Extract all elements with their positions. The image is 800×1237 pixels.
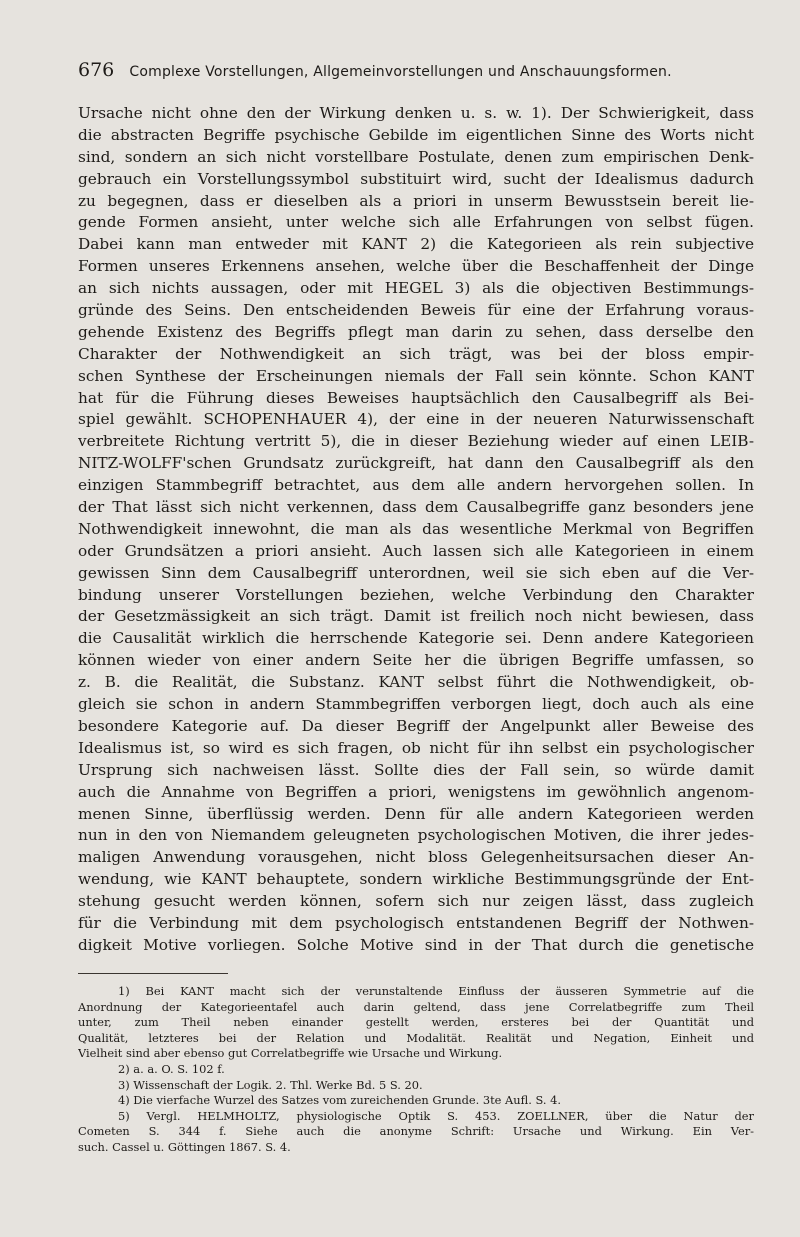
page-number: 676: [78, 59, 115, 81]
text-line: für die Verbindung mit dem psychologisch entstandenen Begriff der Nothwen-: [78, 913, 754, 932]
text-line: Nothwendigkeit innewohnt, die man als das wesentliche Merkmal von Begriffen: [78, 519, 754, 538]
text-line: die abstracten Begriffe psychische Gebilde im eigentlichen Sinne des Worts nicht: [78, 125, 754, 144]
footnote-line: Anordnung der Kategorieentafel auch darin geltend, dass jene Correlatbegriffe zum Theil: [78, 999, 754, 1014]
footnote-rule: [78, 973, 228, 974]
text-line: bindung unserer Vorstellungen beziehen, welche Verbindung den Charakter: [78, 585, 754, 604]
footnote-line: 2) a. a. O. S. 102 f.: [118, 1061, 225, 1076]
text-line: gende Formen ansieht, unter welche sich alle Erfahrungen von selbst fügen.: [78, 213, 754, 232]
text-line: digkeit Motive vorliegen. Solche Motive sind in der That durch die genetische: [78, 935, 754, 954]
text-line: gewissen Sinn dem Causalbegriff unterordnen, weil sie sich eben auf die Ver-: [78, 563, 754, 582]
footnote-line: Cometen S. 344 f. Siehe auch die anonyme Schrift: Ursache und Wirkung. Ein Ver-: [78, 1124, 754, 1139]
text-line: z. B. die Realität, die Substanz. KANT selbst führt die Nothwendigkeit, ob-: [78, 673, 754, 692]
text-line: wendung, wie KANT behauptete, sondern wirkliche Bestimmungsgründe der Ent-: [78, 870, 754, 889]
text-line: hat für die Führung dieses Beweises hauptsächlich den Causalbegriff als Bei-: [78, 388, 754, 407]
footnote-line: 4) Die vierfache Wurzel des Satzes vom zureichenden Grunde. 3te Aufl. S. 4.: [118, 1093, 561, 1108]
main-text: [78, 103, 754, 957]
text-line: NITZ-WOLFF'schen Grundsatz zurückgreift, hat dann den Causalbegriff als den: [78, 454, 754, 473]
text-line: Charakter der Nothwendigkeit an sich trägt, was bei der bloss empir-: [78, 344, 754, 363]
footnote-line: 3) Wissenschaft der Logik. 2. Thl. Werke Bd. 5 S. 20.: [118, 1077, 423, 1092]
text-line: auch die Annahme von Begriffen a priori, wenigstens im gewöhnlich angenom-: [78, 782, 754, 801]
text-line: schen Synthese der Erscheinungen niemals der Fall sein könnte. Schon KANT: [78, 366, 754, 385]
text-line: maligen Anwendung vorausgehen, nicht bloss Gelegenheitsursachen dieser An-: [78, 848, 754, 867]
text-line: stehung gesucht werden können, sofern sich nur zeigen lässt, dass zugleich: [78, 892, 754, 911]
footnotes: [78, 984, 754, 1156]
text-line: gründe des Seins. Den entscheidenden Beweis für eine der Erfahrung voraus-: [78, 301, 754, 320]
text-line: der Gesetzmässigkeit an sich trägt. Damit ist freilich noch nicht bewiesen, dass: [78, 607, 754, 626]
text-line: können wieder von einer andern Seite her die übrigen Begriffe umfassen, so: [78, 651, 754, 670]
text-line: Dabei kann man entweder mit KANT 2) die Kategorieen als rein subjective: [78, 235, 754, 254]
footnote-line: 5) Vergl. HELMHOLTZ, physiologische Optik S. 453. ZOELLNER, über die Natur der: [118, 1108, 754, 1123]
text-line: spiel gewählt. SCHOPENHAUER 4), der eine in der neueren Naturwissenschaft: [78, 410, 754, 429]
text-line: einzigen Stammbegriff betrachtet, aus dem alle andern hervorgehen sollen. In: [78, 476, 754, 495]
footnote-line: such. Cassel u. Göttingen 1867. S. 4.: [78, 1139, 291, 1154]
text-line: die Causalität wirklich die herrschende Kategorie sei. Denn andere Kategorieen: [78, 629, 754, 648]
page-header: [78, 59, 718, 83]
text-line: verbreitete Richtung vertritt 5), die in dieser Beziehung wieder auf einen LEIB-: [78, 432, 754, 451]
text-line: oder Grundsätzen a priori ansieht. Auch lassen sich alle Kategorieen in einem: [78, 541, 754, 560]
text-line: Ursprung sich nachweisen lässt. Sollte dies der Fall sein, so würde damit: [78, 760, 754, 779]
text-line: gehende Existenz des Begriffs pflegt man darin zu sehen, dass derselbe den: [78, 322, 754, 341]
footnote-line: 1) Bei KANT macht sich der verunstaltende Einfluss der äusseren Symmetrie auf die: [118, 984, 754, 998]
text-line: an sich nichts aussagen, oder mit HEGEL 3) als die objectiven Bestimmungs-: [78, 279, 754, 298]
text-line: besondere Kategorie auf. Da dieser Begriff der Angelpunkt aller Beweise des: [78, 716, 754, 735]
footnote-line: unter, zum Theil neben einander gestellt werden, ersteres bei der Quantität und: [78, 1015, 754, 1030]
text-line: Ursache nicht ohne den der Wirkung denken u. s. w. 1). Der Schwierigkeit, dass: [78, 104, 754, 122]
text-line: sind, sondern an sich nicht vorstellbare Postulate, denen zum empirischen Denk-: [78, 147, 754, 166]
text-line: nun in den von Niemandem geleugneten psychologischen Motiven, die ihrer jedes-: [78, 826, 754, 845]
running-title: Complexe Vorstellungen, Allgemeinvorstellungen und Anschauungsformen.: [129, 64, 672, 80]
text-line: Idealismus ist, so wird es sich fragen, ob nicht für ihn selbst ein psychologischer: [78, 738, 754, 757]
text-line: zu begegnen, dass er dieselben als a priori in unserm Bewusstsein bereit lie-: [78, 191, 754, 210]
text-line: menen Sinne, überflüssig werden. Denn für alle andern Kategorieen werden: [78, 804, 754, 823]
footnote-line: Vielheit sind aber ebenso gut Correlatbegriffe wie Ursache und Wirkung.: [78, 1046, 503, 1061]
footnote-line: Qualität, letzteres bei der Relation und Modalität. Realität und Negation, Einheit und: [78, 1030, 754, 1045]
text-line: der That lässt sich nicht verkennen, dass dem Causalbegriffe ganz besonders jene: [78, 498, 754, 517]
text-line: gebrauch ein Vorstellungssymbol substituirt wird, sucht der Idealismus dadurch: [78, 169, 754, 188]
text-line: gleich sie schon in andern Stammbegriffen verborgen liegt, doch auch als eine: [78, 695, 754, 714]
text-line: Formen unseres Erkennens ansehen, welche über die Beschaffenheit der Dinge: [78, 257, 754, 276]
